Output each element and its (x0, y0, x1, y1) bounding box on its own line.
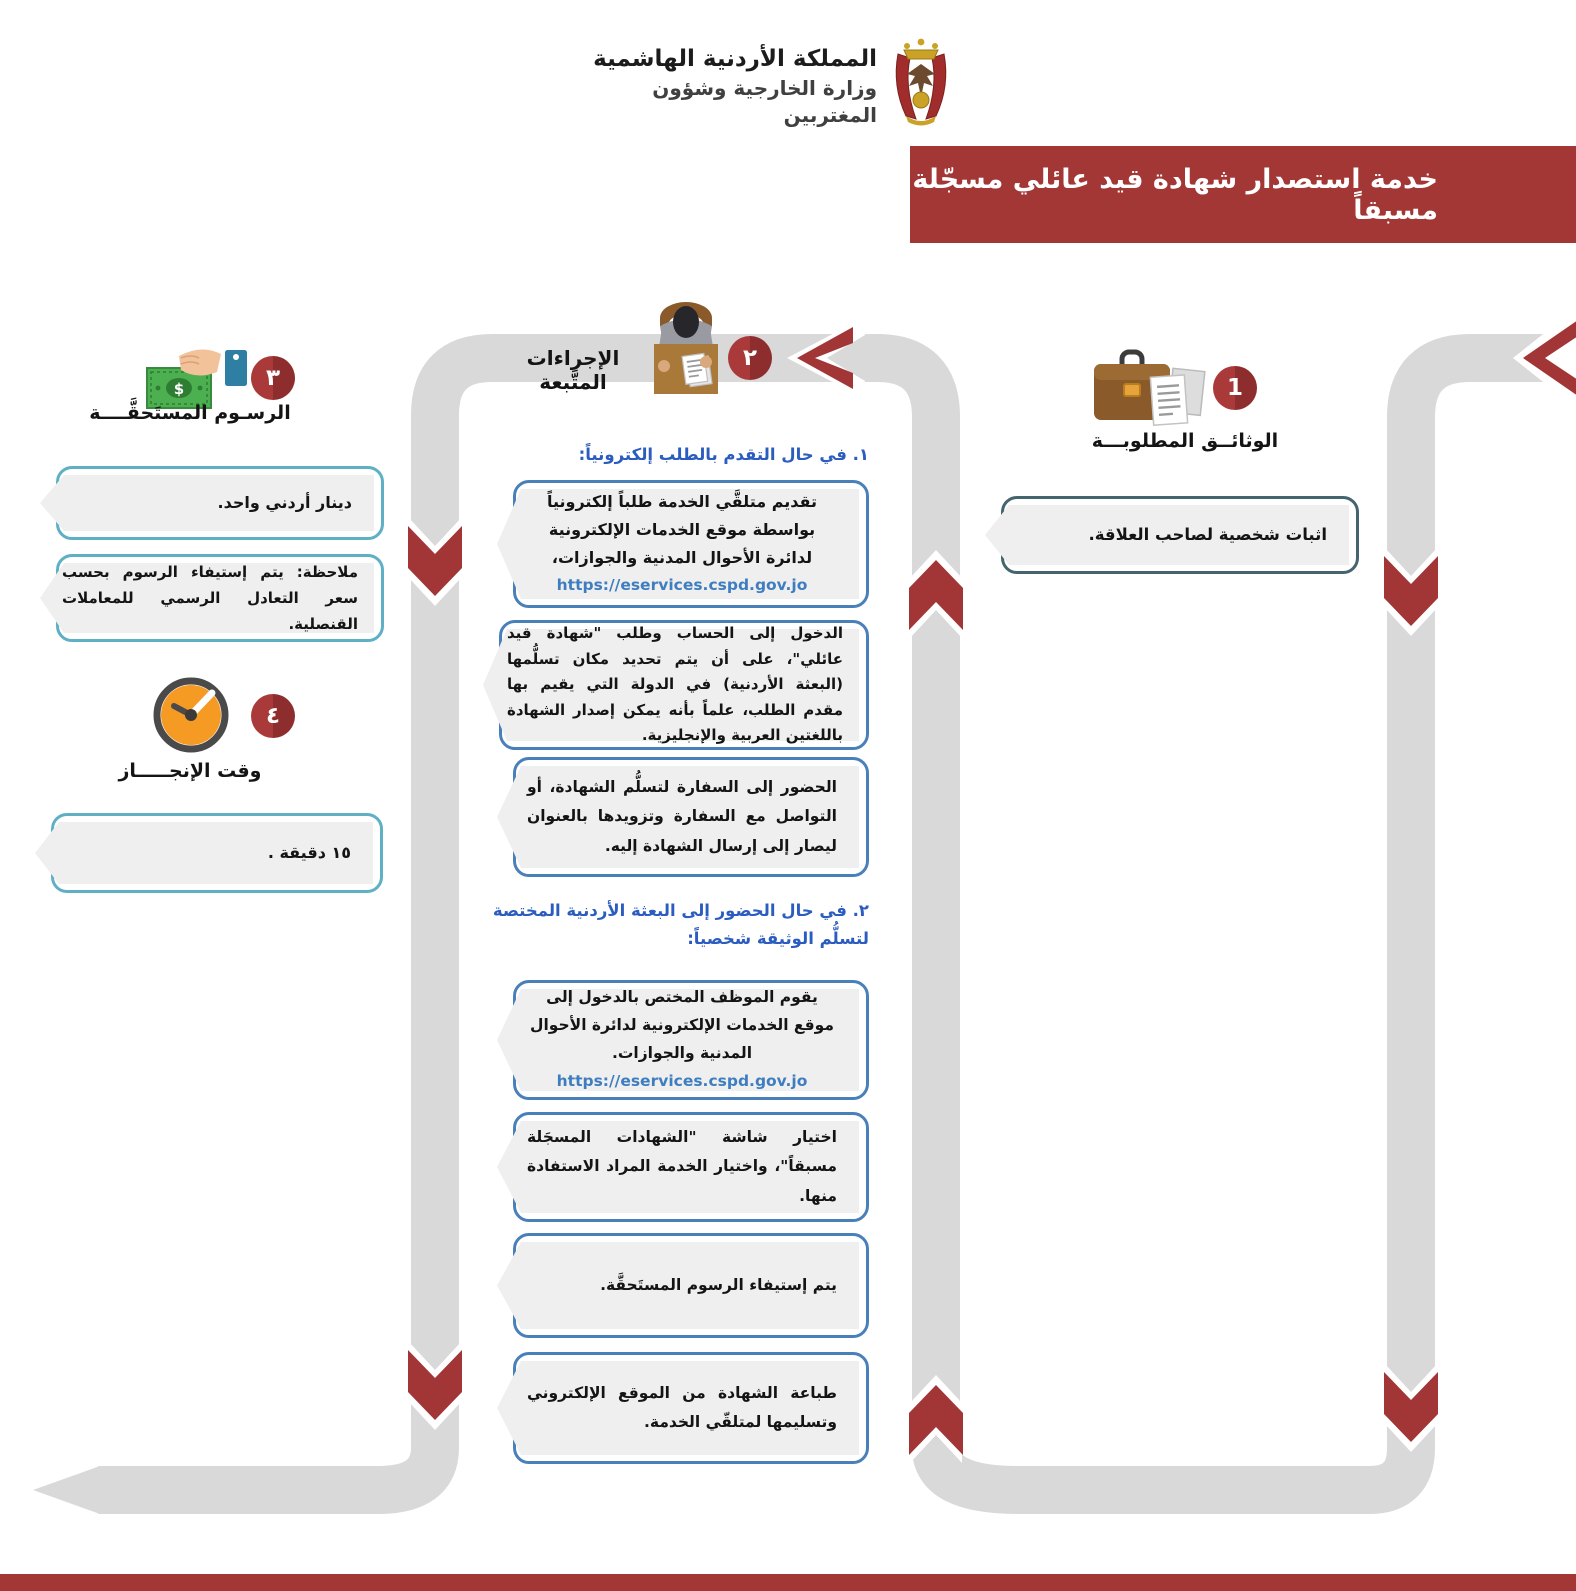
kingdom-name: المملكة الأردنية الهاشمية (593, 46, 877, 72)
step-3-number (251, 356, 295, 400)
time-box (35, 813, 383, 893)
procedure-box-6-text: يتم إستيفاء الرسوم المستَحقَّة. (600, 1275, 837, 1294)
step-2-number-text: ٢ (742, 345, 758, 371)
fees-box-2-text: ملاحظة: يتم إستيفاء الرسوم بحسب سعر التعادل الرسمي للمعاملات القنصلية. (62, 562, 358, 634)
jordan-coat-of-arms (890, 34, 952, 126)
procedure-box-4-text: يقوم الموظف المختص بالدخول إلى موقع الخدمات الإلكترونية لدائرة الأحوال المدنية والجوازات. (530, 988, 834, 1062)
step-4-number (251, 694, 295, 738)
step-1-label: الوثائــق المطلوبـــة (1091, 430, 1279, 452)
procedure-box-2 (483, 620, 869, 750)
footer-bar (0, 1574, 1576, 1591)
step-1-number (1213, 366, 1257, 410)
eservices-link[interactable]: https://eservices.cspd.gov.jo (556, 576, 808, 595)
procedure-box-7-text: طباعة الشهادة من الموقع الإلكتروني وتسليمها لمتلقّي الخدمة. (527, 1383, 837, 1431)
procedure-box-7 (497, 1352, 869, 1464)
ministry-name: وزارة الخارجية وشؤون المغتربين (652, 76, 877, 128)
svg-text:$: $ (173, 380, 185, 398)
clerk-desk-icon (646, 300, 726, 396)
documents-box (985, 496, 1359, 574)
procedure-box-1 (497, 480, 869, 608)
procedure-box-5 (497, 1112, 869, 1222)
eservices-link[interactable]: https://eservices.cspd.gov.jo (556, 1071, 808, 1090)
flow-end-arrow-tip (33, 1466, 100, 1514)
procedure-box-2-text: الدخول إلى الحساب وطلب "شهادة قيد عائلي"، على أن يتم تحديد مكان تسلُّمها (البعثة الأردنية) في الدولة التي يقيم بها مقدم الطلب، علماً بأنه يمكن إصدار الشهادة باللغتين العربية والإنجليزية. (507, 624, 843, 745)
step-2-label: الإجراءات المتَّبعة (526, 346, 620, 394)
procedure-box-3 (497, 757, 869, 877)
online-heading: ١. في حال التقدم بالطلب إلكترونياً: (578, 445, 869, 464)
clock-icon (152, 676, 230, 754)
step-3-number-text: ٣ (265, 365, 281, 391)
step-2-number (728, 336, 772, 380)
ministry-logo-text (555, 44, 877, 129)
service-title: خدمة استصدار شهادة قيد عائلي مسجّلة مسبقاً (912, 163, 1438, 226)
step-4-label: وقت الإنجـــــاز (118, 760, 262, 782)
procedure-box-4 (497, 980, 869, 1100)
service-title-bar (910, 146, 1576, 243)
step-1-number-text: 1 (1226, 375, 1243, 401)
documents-box-text: اثبات شخصية لصاحب العلاقة. (1088, 525, 1327, 545)
fees-box-1 (40, 466, 384, 540)
time-box-text: ١٥ دقيقة . (267, 842, 351, 862)
procedure-box-5-text: اختيار شاشة "الشهادات المسجَلة مسبقاً"، واختيار الخدمة المراد الاستفادة منها. (527, 1127, 837, 1205)
fees-box-1-text: دينار أردني واحد. (217, 492, 352, 512)
procedure-box-6 (497, 1233, 869, 1338)
inperson-heading: ٢. في حال الحضور إلى البعثة الأردنية المختصة لتسلُّم الوثيقة شخصياً: (492, 901, 869, 949)
step-3-label: الرسـوم المستَحقَّــــة (89, 402, 291, 424)
briefcase-documents-icon (1092, 348, 1210, 432)
step-4-number-text: ٤ (265, 703, 281, 729)
procedure-box-3-text: الحضور إلى السفارة لتسلُّم الشهادة، أو التواصل مع السفارة وتزويدها بالعنوان ليصار إلى إرسال الشهادة إليه. (527, 777, 837, 855)
fees-box-2 (40, 554, 384, 642)
procedure-box-1-text: تقديم متلقَّي الخدمة طلباً إلكترونياً بواسطة موقع الخدمات الإلكترونية لدائرة الأحوال المدنية والجوازات، (546, 492, 818, 568)
